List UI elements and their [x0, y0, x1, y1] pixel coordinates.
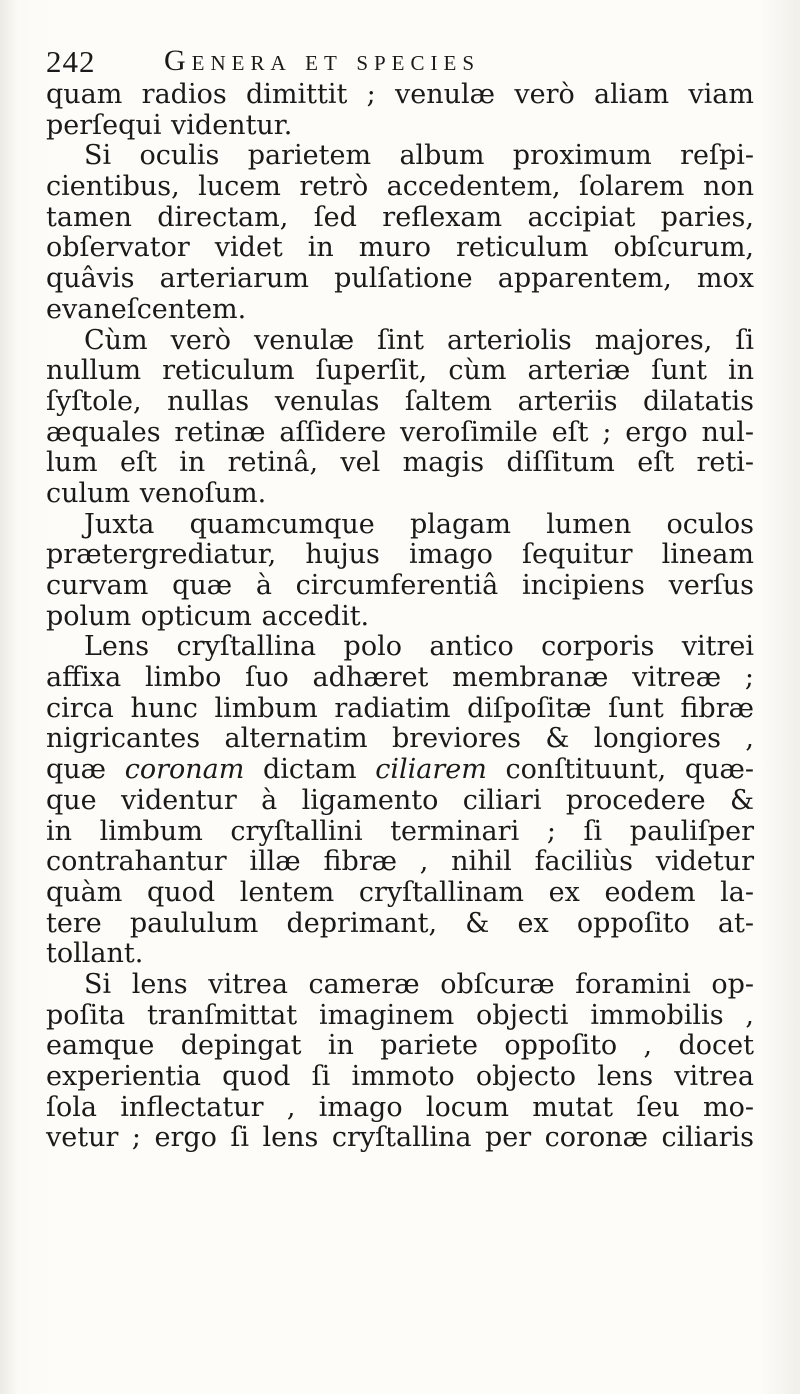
- text-line: culum venoſum.: [46, 477, 267, 509]
- paragraph: [46, 326, 754, 510]
- text-line: prætergrediatur, hujus imago ſequitur lineam: [46, 539, 754, 571]
- text-line: experientia quod ſi immoto objecto lens vitrea: [46, 1061, 754, 1092]
- text-line: obſervator videt in muro reticulum obſcurum,: [46, 232, 754, 264]
- text-line: affixa limbo ſuo adhæret membranæ vitreæ ;: [46, 662, 754, 694]
- text-line: quàm quod lentem cryſtallinam ex eodem la-: [46, 876, 754, 908]
- paragraph: [46, 80, 754, 141]
- text-line: contrahantur illæ fibræ , nihil faciliùs videtur: [46, 846, 754, 878]
- text-line: Si lens vitrea cameræ obſcuræ foramini op-: [84, 968, 754, 1000]
- text-line: Cùm verò venulæ ſint arteriolis majores, ſi: [84, 324, 754, 356]
- text-line: tollant.: [46, 938, 144, 970]
- text-line: ſyſtole, nullas venulas ſaltem arteriis dilatatis: [46, 385, 754, 417]
- body-text: [46, 80, 754, 1154]
- text-line: polum opticum accedit.: [46, 600, 370, 632]
- text-line: curvam quæ à circumferentiâ incipiens verſus: [46, 570, 754, 601]
- text-line: tere paululum deprimant, & ex oppoſito at-: [46, 907, 754, 939]
- text-line: quâvis arteriarum pulſatione apparentem, mox: [46, 263, 754, 295]
- text-line: nullum reticulum ſuperſit, cùm arteriæ ſunt in: [46, 355, 754, 387]
- text-line: quam radios dimittit ; venulæ verò aliam viam: [46, 79, 754, 110]
- text-line: ſola inflectatur , imago locum mutat ſeu mo-: [46, 1091, 754, 1123]
- paragraph: [46, 970, 754, 1154]
- text-line: poſita tranſmittat imaginem objecti immobilis ,: [46, 999, 754, 1031]
- text-line: quæ coronam dictam ciliarem conſtituunt, quæ-: [46, 754, 754, 786]
- text-line: in limbum cryſtallini terminari ; ſi pauliſper: [46, 815, 754, 847]
- text-line: que videntur à ligamento ciliari procedere &: [46, 784, 754, 816]
- text-line: eamque depingat in pariete oppoſito , docet: [46, 1030, 754, 1062]
- paragraph: [46, 632, 754, 970]
- text-line: vetur ; ergo ſi lens cryſtallina per coronæ ciliaris: [46, 1122, 754, 1154]
- text-line: Si oculis parietem album proximum reſpi-: [84, 140, 754, 172]
- text-line: tamen directam, ſed reflexam accipiat paries,: [46, 201, 754, 233]
- text-line: perſequi videntur.: [46, 109, 293, 141]
- text-line: æquales retinæ aſſidere veroſimile eſt ; ergo nul-: [46, 416, 754, 448]
- text-line: Lens cryſtallina polo antico corporis vitrei: [84, 631, 754, 663]
- page-number: 242: [46, 44, 96, 79]
- text-line: circa hunc limbum radiatim diſpoſitæ ſunt fibræ: [46, 692, 754, 724]
- paragraph: [46, 141, 754, 325]
- text-line: nigricantes alternatim breviores & longiores ,: [46, 723, 754, 755]
- text-line: evaneſcentem.: [46, 293, 247, 325]
- page-header: [46, 44, 756, 84]
- text-line: cientibus, lucem retrò accedentem, ſolarem non: [46, 171, 754, 203]
- running-title: Genera et species: [164, 44, 481, 77]
- text-line: lum eſt in retinâ, vel magis diſſitum eſt reti-: [46, 447, 754, 479]
- paragraph: [46, 510, 754, 633]
- text-line: Juxta quamcumque plagam lumen oculos: [84, 508, 754, 540]
